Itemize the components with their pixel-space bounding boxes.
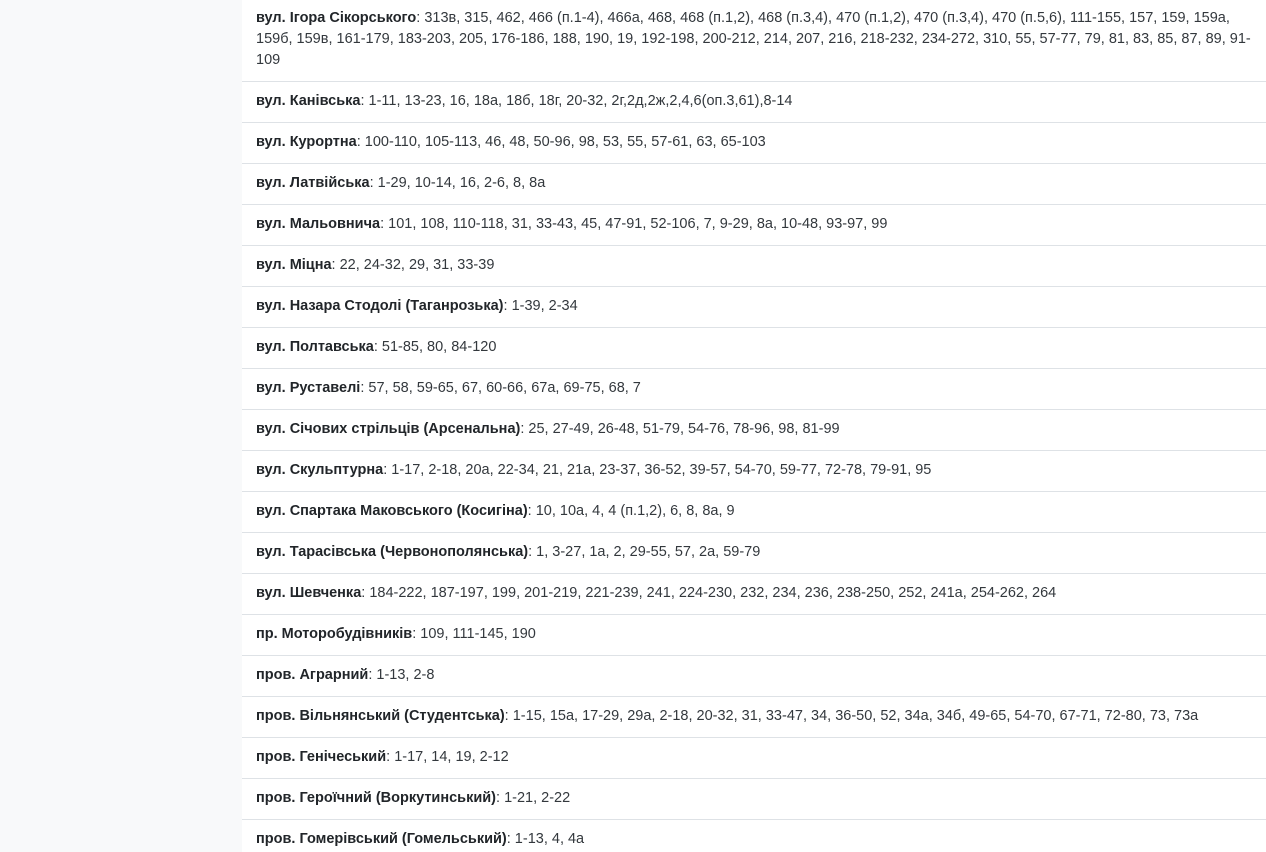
street-row (242, 574, 1266, 615)
street-name: вул. Руставелі (256, 380, 361, 396)
left-gutter (0, 0, 242, 852)
street-numbers: 1-15, 15а, 17-29, 29а, 2-18, 20-32, 31, 33-47, 34, 36-50, 52, 34а, 34б, 49-65, 54-70, 67-71, 72-80, 73, 73а (512, 708, 1199, 724)
street-row (242, 328, 1266, 369)
street-numbers: 1-29, 10-14, 16, 2-6, 8, 8а (377, 175, 546, 191)
street-name: вул. Мальовнича (256, 216, 381, 232)
street-separator: : (504, 708, 513, 724)
street-separator: : (373, 339, 382, 355)
street-numbers: 100-110, 105-113, 46, 48, 50-96, 98, 53, 55, 57-61, 63, 65-103 (364, 134, 766, 150)
street-name: вул. Латвійська (256, 175, 370, 191)
street-numbers: 109, 111-145, 190 (420, 626, 536, 642)
street-row (242, 451, 1266, 492)
street-row (242, 779, 1266, 820)
street-row (242, 0, 1266, 82)
street-name: вул. Тарасівська (Червонополянська) (256, 544, 529, 560)
street-row (242, 656, 1266, 697)
street-row (242, 205, 1266, 246)
street-separator: : (356, 134, 365, 150)
street-separator: : (412, 626, 421, 642)
street-separator: : (520, 421, 529, 437)
street-name: вул. Канівська (256, 93, 361, 109)
street-row (242, 697, 1266, 738)
street-name: вул. Ігора Сікорського (256, 10, 417, 26)
street-name: пр. Моторобудівників (256, 626, 413, 642)
street-name: вул. Січових стрільців (Арсенальна) (256, 421, 521, 437)
street-row (242, 369, 1266, 410)
street-numbers: 10, 10а, 4, 4 (п.1,2), 6, 8, 8а, 9 (535, 503, 735, 519)
street-name: пров. Вільнянський (Студентська) (256, 708, 505, 724)
street-name: пров. Гомерівський (Гомельський) (256, 831, 507, 847)
street-name: пров. Генічеський (256, 749, 387, 765)
street-separator: : (361, 585, 370, 601)
street-name: вул. Спартака Маковського (Косигіна) (256, 503, 528, 519)
street-row (242, 820, 1266, 852)
street-name: вул. Міцна (256, 257, 332, 273)
street-numbers: 51-85, 80, 84-120 (381, 339, 497, 355)
street-row (242, 82, 1266, 123)
street-row (242, 287, 1266, 328)
street-row (242, 164, 1266, 205)
street-row (242, 533, 1266, 574)
street-numbers: 1-21, 2-22 (504, 790, 571, 806)
street-name: вул. Курортна (256, 134, 357, 150)
street-separator: : (503, 298, 512, 314)
street-separator: : (386, 749, 395, 765)
street-numbers: 22, 24-32, 29, 31, 33-39 (339, 257, 495, 273)
street-name: вул. Назара Стодолі (Таганрозька) (256, 298, 504, 314)
street-row (242, 410, 1266, 451)
street-separator: : (360, 380, 369, 396)
street-separator: : (380, 216, 389, 232)
street-separator: : (368, 667, 377, 683)
street-list (242, 0, 1266, 852)
street-numbers: 101, 108, 110-118, 31, 33-43, 45, 47-91, 52-106, 7, 9-29, 8а, 10-48, 93-97, 99 (388, 216, 888, 232)
street-row (242, 492, 1266, 533)
street-separator: : (360, 93, 369, 109)
street-name: вул. Полтавська (256, 339, 374, 355)
street-separator: : (369, 175, 378, 191)
street-name: пров. Аграрний (256, 667, 369, 683)
street-numbers: 184-222, 187-197, 199, 201-219, 221-239, 241, 224-230, 232, 234, 236, 238-250, 252, 241а, 254-262, 264 (369, 585, 1057, 601)
street-separator: : (416, 10, 425, 26)
street-separator: : (506, 831, 515, 847)
street-name: вул. Шевченка (256, 585, 362, 601)
street-numbers: 1-13, 2-8 (376, 667, 435, 683)
street-separator: : (383, 462, 392, 478)
street-numbers: 1-11, 13-23, 16, 18а, 18б, 18г, 20-32, 2г,2д,2ж,2,4,6(оп.3,61),8-14 (368, 93, 793, 109)
street-numbers: 1, 3-27, 1а, 2, 29-55, 57, 2а, 59-79 (536, 544, 761, 560)
street-separator: : (331, 257, 340, 273)
street-numbers: 1-13, 4, 4а (514, 831, 585, 847)
street-name: пров. Героїчний (Воркутинський) (256, 790, 496, 806)
street-numbers: 57, 58, 59-65, 67, 60-66, 67а, 69-75, 68, 7 (368, 380, 641, 396)
street-numbers: 25, 27-49, 26-48, 51-79, 54-76, 78-96, 98, 81-99 (528, 421, 840, 437)
street-numbers: 1-17, 2-18, 20а, 22-34, 21, 21а, 23-37, 36-52, 39-57, 54-70, 59-77, 72-78, 79-91, 95 (391, 462, 932, 478)
street-name: вул. Скульптурна (256, 462, 384, 478)
street-row (242, 123, 1266, 164)
street-separator: : (496, 790, 505, 806)
street-separator: : (528, 544, 537, 560)
street-numbers: 1-17, 14, 19, 2-12 (394, 749, 509, 765)
street-row (242, 615, 1266, 656)
street-row (242, 738, 1266, 779)
street-numbers: 313в, 315, 462, 466 (п.1-4), 466а, 468, 468 (п.1,2), 468 (п.3,4), 470 (п.1,2), 470 (п.3,4), 470 (п.5,6), 111-155, 157, 159, 159а, 159б, 159в, 161-179, 183-203, 205, 176-186, 188, 190, 19, 192-198, 200-212, 214, 207, 216, 218-232, 234-272, 310, 55, 57-77, 79, 81, 83, 85, 87, 89, 91-109 (256, 10, 1251, 68)
street-row (242, 246, 1266, 287)
street-separator: : (527, 503, 536, 519)
street-numbers: 1-39, 2-34 (511, 298, 578, 314)
